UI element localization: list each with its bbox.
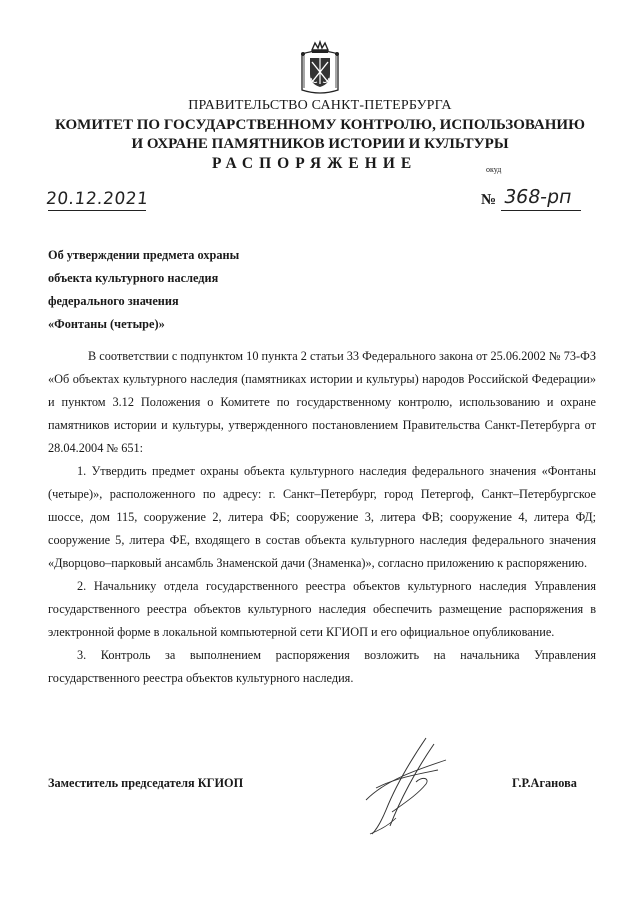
signatory-name: Г.Р.Аганова [512, 776, 577, 790]
handwritten-signature [356, 730, 456, 850]
document-subject [48, 244, 239, 336]
date-underline [48, 210, 146, 211]
committee-title-line2: И ОХРАНЕ ПАМЯТНИКОВ ИСТОРИИ И КУЛЬТУРЫ [131, 136, 509, 152]
preamble-paragraph: В соответствии с подпунктом 10 пункта 2 статьи 33 Федерального закона от 25.06.2002 № 73-ФЗ «Об объектах культурного наследия (памятниках истории и культуры) народов Российской Федерации» и пунктом 3.12 Положения о Комитете по государственному контролю, использованию и охране памятников истории и культуры, утвержденного постановлением Правительства Санкт-Петербурга от 28.04.2004 № 651: [48, 349, 596, 455]
document-number: 368-рп [502, 186, 574, 208]
document-body [48, 345, 596, 690]
order-item-1: 1. Утвердить предмет охраны объекта культурного наследия федерального значения «Фонтаны (четыре)», расположенного по адресу: г. Санкт–Петербург, город Петергоф, Санкт–Петербургское шоссе, дом 115, сооружение 2, литера ФБ; сооружение 3, литера ФВ; сооружение 4, литера ФД; сооружение 5, литера ФЕ, входящего в состав объекта культурного наследия федерального значения «Дворцово–парковый ансамбль Знаменской дачи (Знаменка)», согласно приложению к распоряжению. [48, 464, 596, 570]
st-petersburg-coat-of-arms-icon [298, 40, 342, 96]
number-prefix: № [481, 192, 497, 208]
order-item-3: 3. Контроль за выполнением распоряжения возложить на начальника Управления государственного реестра объектов культурного наследия. [48, 648, 596, 685]
document-date: 20.12.2021 [44, 189, 150, 209]
number-underline [501, 210, 581, 211]
subject-line: объекта культурного наследия [48, 271, 219, 285]
subject-line: Об утверждении предмета охраны [48, 248, 240, 262]
committee-title-line1: КОМИТЕТ ПО ГОСУДАРСТВЕННОМУ КОНТРОЛЮ, ИСПОЛЬЗОВАНИЮ [55, 117, 585, 133]
government-title: ПРАВИТЕЛЬСТВО САНКТ-ПЕТЕРБУРГА [188, 98, 452, 113]
subject-line: федерального значения [48, 294, 179, 308]
order-item-2: 2. Начальнику отдела государственного реестра объектов культурного наследия Управления государственного реестра объектов культурного наследия обеспечить размещение распоряжения в электронной форме в локальной компьютерной сети КГИОП и его официальное опубликование. [48, 579, 596, 639]
subject-line: «Фонтаны (четыре)» [48, 317, 165, 331]
document-type: РАСПОРЯЖЕНИЕ [212, 155, 418, 172]
okud-label: окуд [486, 165, 502, 174]
signatory-title: Заместитель председателя КГИОП [48, 776, 244, 790]
